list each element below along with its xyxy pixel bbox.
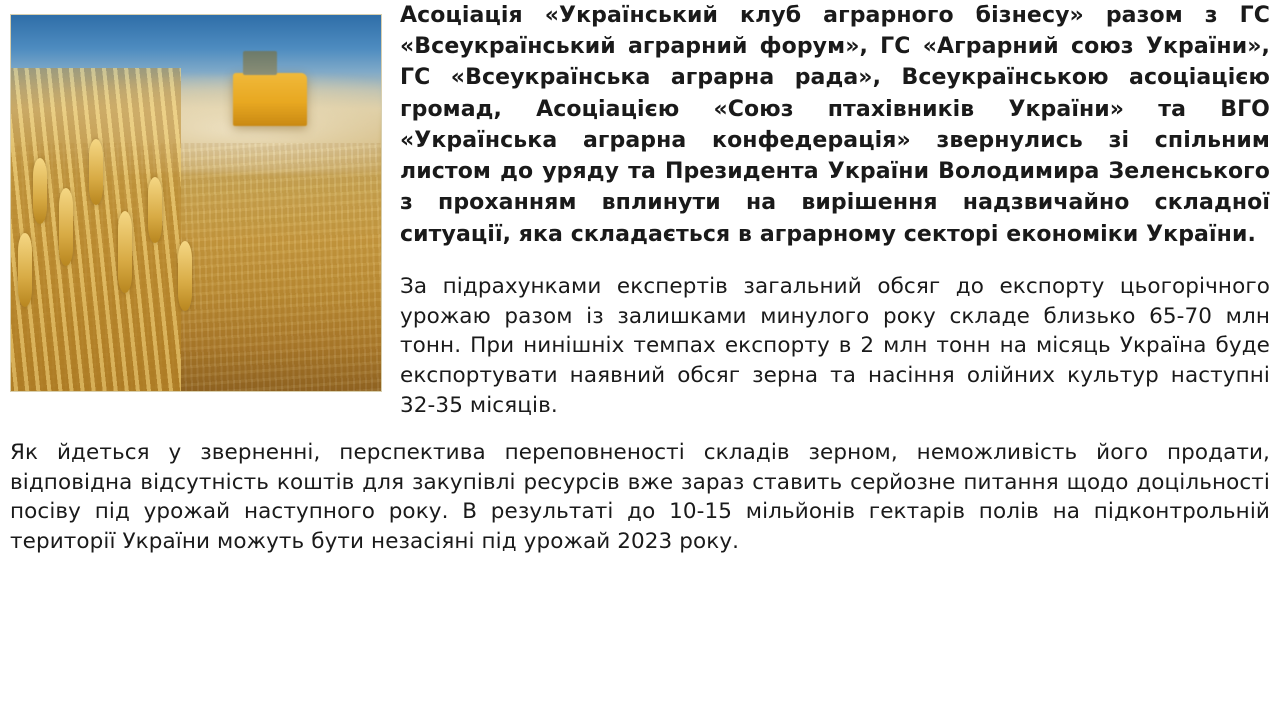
wheat-field-photo: [11, 15, 381, 391]
wheat-ear-icon: [33, 158, 47, 224]
wheat-ear-icon: [118, 211, 132, 293]
wheat-ear-icon: [178, 241, 192, 311]
wheat-ear-icon: [59, 188, 73, 266]
paragraph-body-2: Як йдеться у зверненні, перспектива переповненості складів зерном, неможливість його продати, відповідна відсутність коштів для закупівлі ресурсів вже зараз ставить серйозне питання щодо доцільності посіву під урожай наступного року. В результаті до 10-15 мільйонів гектарів полів на підконтрольній території України можуть бути незасіяні під урожай 2023 року.: [10, 440, 1270, 555]
article-image: [10, 14, 382, 392]
paragraph-body-1: За підрахунками експертів загальний обсяг до експорту цьогорічного урожаю разом із залишками минулого року складе близько 65-70 млн тонн. При нинішніх темпах експорту в 2 млн тонн на місяць Україна буде експортувати наявний обсяг зерна та насіння олійних культур наступні 32-35 місяців.: [400, 273, 1270, 418]
wheat-ear-icon: [89, 139, 103, 205]
wheat-ear-icon: [148, 177, 162, 243]
paragraph-lead: Асоціація «Український клуб аграрного бізнесу» разом з ГС «Всеукраїнський аграрний форум», ГС «Аграрний союз України», ГС «Всеукраїнська аграрна рада», Всеукраїнською асоціацією громад, Асоціацією «Союз птахівників України» та ВГО «Українська аграрна конфедерація» звернулись зі спільним листом до уряду та Президента України Володимира Зеленського з проханням вплинути на вирішення надзвичайно складної ситуації, яка складається в аграрному секторі економіки України.: [400, 3, 1270, 247]
combine-harvester-icon: [233, 73, 307, 126]
wheat-ear-icon: [18, 233, 32, 307]
